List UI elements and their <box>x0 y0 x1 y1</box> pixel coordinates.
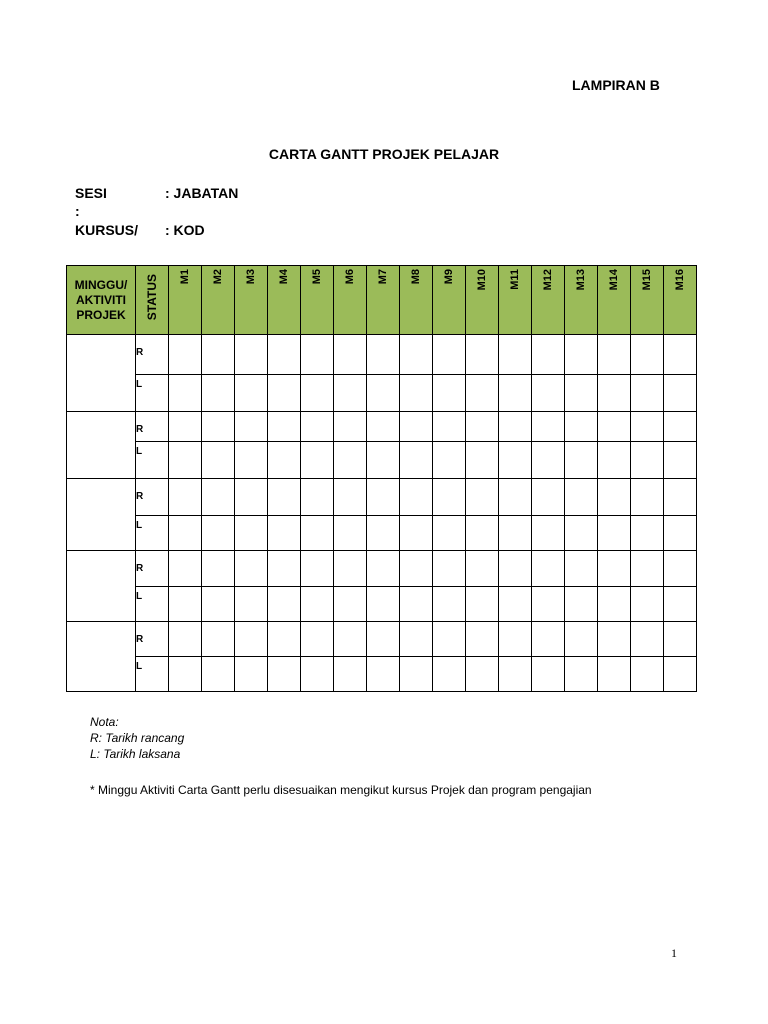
week-cell[interactable] <box>169 335 202 375</box>
week-cell[interactable] <box>334 479 367 516</box>
status-label: L <box>136 446 143 457</box>
page-title: CARTA GANTT PROJEK PELAJAR <box>268 146 500 162</box>
week-cell[interactable] <box>367 622 400 657</box>
week-cell[interactable] <box>499 516 532 551</box>
week-cell[interactable] <box>532 479 565 516</box>
footnote: * Minggu Aktiviti Carta Gantt perlu disesuaikan mengikut kursus Projek dan program pengajian <box>90 783 592 797</box>
week-cell[interactable] <box>598 335 631 375</box>
week-cell[interactable] <box>301 657 334 692</box>
header-week-label: M16 <box>674 269 686 291</box>
week-cell[interactable] <box>235 587 268 622</box>
week-cell[interactable] <box>565 412 598 442</box>
week-cell[interactable] <box>202 375 235 412</box>
week-cell[interactable] <box>334 516 367 551</box>
week-cell[interactable] <box>169 587 202 622</box>
status-label: L <box>136 591 143 602</box>
week-cell[interactable] <box>565 335 598 375</box>
week-cell[interactable] <box>202 335 235 375</box>
week-cell[interactable] <box>367 479 400 516</box>
kursus-label: KURSUS/ <box>75 222 139 238</box>
week-cell[interactable] <box>598 412 631 442</box>
header-week-13 <box>565 266 598 335</box>
week-cell[interactable] <box>532 412 565 442</box>
week-cell[interactable] <box>532 622 565 657</box>
week-cell[interactable] <box>532 587 565 622</box>
week-cell[interactable] <box>664 479 697 516</box>
week-cell[interactable] <box>334 622 367 657</box>
week-cell[interactable] <box>433 479 466 516</box>
week-cell[interactable] <box>367 516 400 551</box>
header-week-label: M10 <box>476 269 488 291</box>
week-cell[interactable] <box>367 335 400 375</box>
week-cell[interactable] <box>499 587 532 622</box>
week-cell[interactable] <box>202 622 235 657</box>
week-cell[interactable] <box>169 516 202 551</box>
week-cell[interactable] <box>631 412 664 442</box>
week-cell[interactable] <box>466 479 499 516</box>
week-cell[interactable] <box>400 335 433 375</box>
week-cell[interactable] <box>268 587 301 622</box>
header-week-12 <box>532 266 565 335</box>
week-cell[interactable] <box>301 516 334 551</box>
week-cell[interactable] <box>334 551 367 587</box>
header-activity-line-3: PROJEK <box>76 307 126 322</box>
week-cell[interactable] <box>202 442 235 479</box>
week-cell[interactable] <box>532 335 565 375</box>
week-cell[interactable] <box>631 516 664 551</box>
status-label: L <box>136 379 143 390</box>
status-label: L <box>136 520 143 531</box>
week-cell[interactable] <box>466 335 499 375</box>
week-cell[interactable] <box>598 587 631 622</box>
week-cell[interactable] <box>664 442 697 479</box>
header-week-7 <box>367 266 400 335</box>
week-cell[interactable] <box>631 587 664 622</box>
week-cell[interactable] <box>301 335 334 375</box>
week-cell[interactable] <box>268 479 301 516</box>
week-cell[interactable] <box>301 442 334 479</box>
sesi-label: SESI <box>75 185 107 201</box>
week-cell[interactable] <box>268 375 301 412</box>
header-week-label: M5 <box>311 269 323 285</box>
week-cell[interactable] <box>598 516 631 551</box>
week-cell[interactable] <box>400 622 433 657</box>
header-week-label: M12 <box>542 269 554 291</box>
status-label: R <box>136 634 144 645</box>
week-cell[interactable] <box>532 375 565 412</box>
week-cell[interactable] <box>598 657 631 692</box>
header-week-label: M2 <box>212 269 224 285</box>
week-cell[interactable] <box>400 442 433 479</box>
header-week-9 <box>433 266 466 335</box>
week-cell[interactable] <box>235 657 268 692</box>
week-cell[interactable] <box>466 442 499 479</box>
week-cell[interactable] <box>235 442 268 479</box>
week-cell[interactable] <box>631 335 664 375</box>
week-cell[interactable] <box>664 587 697 622</box>
week-cell[interactable] <box>400 375 433 412</box>
week-cell[interactable] <box>202 587 235 622</box>
week-cell[interactable] <box>235 551 268 587</box>
week-cell[interactable] <box>202 412 235 442</box>
status-cell <box>136 622 169 657</box>
header-week-label: M15 <box>641 269 653 291</box>
week-cell[interactable] <box>631 479 664 516</box>
week-cell[interactable] <box>367 375 400 412</box>
status-cell <box>136 516 169 551</box>
week-cell[interactable] <box>532 551 565 587</box>
header-week-label: M14 <box>608 269 620 291</box>
header-week-16 <box>664 266 697 335</box>
week-cell[interactable] <box>169 442 202 479</box>
header-week-3 <box>235 266 268 335</box>
header-week-label: M13 <box>575 269 587 291</box>
status-cell <box>136 551 169 587</box>
week-cell[interactable] <box>334 587 367 622</box>
header-row <box>67 266 697 335</box>
week-cell[interactable] <box>235 412 268 442</box>
page-number: 1 <box>671 946 677 960</box>
week-cell[interactable] <box>499 551 532 587</box>
header-week-label: M6 <box>344 269 356 285</box>
table-row <box>67 551 697 587</box>
week-cell[interactable] <box>499 442 532 479</box>
week-cell[interactable] <box>631 375 664 412</box>
week-cell[interactable] <box>334 335 367 375</box>
header-week-2 <box>202 266 235 335</box>
week-cell[interactable] <box>202 516 235 551</box>
week-cell[interactable] <box>334 412 367 442</box>
week-cell[interactable] <box>235 622 268 657</box>
header-activity-line-1: MINGGU/ <box>74 277 128 292</box>
week-cell[interactable] <box>400 479 433 516</box>
week-cell[interactable] <box>631 551 664 587</box>
week-cell[interactable] <box>301 375 334 412</box>
week-cell[interactable] <box>433 375 466 412</box>
week-cell[interactable] <box>367 412 400 442</box>
table-row <box>67 442 697 479</box>
week-cell[interactable] <box>664 657 697 692</box>
week-cell[interactable] <box>466 412 499 442</box>
status-cell <box>136 412 169 442</box>
status-cell <box>136 657 169 692</box>
week-cell[interactable] <box>466 587 499 622</box>
week-cell[interactable] <box>664 622 697 657</box>
status-label: R <box>136 491 144 502</box>
week-cell[interactable] <box>565 516 598 551</box>
header-week-label: M9 <box>443 269 455 285</box>
week-cell[interactable] <box>466 622 499 657</box>
appendix-label: LAMPIRAN B <box>572 77 660 93</box>
week-cell[interactable] <box>466 657 499 692</box>
week-cell[interactable] <box>400 551 433 587</box>
header-week-label: M1 <box>179 269 191 285</box>
table-row <box>67 587 697 622</box>
week-cell[interactable] <box>565 479 598 516</box>
header-week-6 <box>334 266 367 335</box>
week-cell[interactable] <box>169 622 202 657</box>
nota-block <box>90 714 184 762</box>
week-cell[interactable] <box>532 516 565 551</box>
activity-cell[interactable] <box>67 479 136 551</box>
header-week-1 <box>169 266 202 335</box>
header-week-5 <box>301 266 334 335</box>
week-cell[interactable] <box>598 622 631 657</box>
nota-line-r: R: Tarikh rancang <box>90 731 185 745</box>
week-cell[interactable] <box>268 622 301 657</box>
week-cell[interactable] <box>499 479 532 516</box>
activity-cell[interactable] <box>67 551 136 622</box>
week-cell[interactable] <box>631 657 664 692</box>
week-cell[interactable] <box>433 442 466 479</box>
week-cell[interactable] <box>433 657 466 692</box>
week-cell[interactable] <box>565 551 598 587</box>
week-cell[interactable] <box>433 516 466 551</box>
week-cell[interactable] <box>499 412 532 442</box>
week-cell[interactable] <box>565 622 598 657</box>
nota-heading: Nota: <box>90 715 119 729</box>
week-cell[interactable] <box>598 479 631 516</box>
week-cell[interactable] <box>499 657 532 692</box>
header-week-label: M4 <box>278 269 290 285</box>
week-cell[interactable] <box>334 657 367 692</box>
week-cell[interactable] <box>367 587 400 622</box>
week-cell[interactable] <box>169 479 202 516</box>
week-cell[interactable] <box>268 335 301 375</box>
week-cell[interactable] <box>499 335 532 375</box>
week-cell[interactable] <box>598 442 631 479</box>
week-cell[interactable] <box>367 442 400 479</box>
week-cell[interactable] <box>235 375 268 412</box>
week-cell[interactable] <box>202 551 235 587</box>
week-cell[interactable] <box>301 412 334 442</box>
week-cell[interactable] <box>268 516 301 551</box>
header-week-4 <box>268 266 301 335</box>
header-activity-line-2: AKTIVITI <box>76 292 126 307</box>
table-row <box>67 412 697 442</box>
week-cell[interactable] <box>301 587 334 622</box>
header-status <box>136 266 169 335</box>
week-cell[interactable] <box>466 551 499 587</box>
week-cell[interactable] <box>202 479 235 516</box>
status-label: R <box>136 563 144 574</box>
gantt-chart-table <box>66 265 697 692</box>
week-cell[interactable] <box>532 657 565 692</box>
header-week-label: M11 <box>509 269 521 290</box>
header-status-label: STATUS <box>145 274 159 321</box>
week-cell[interactable] <box>598 551 631 587</box>
header-week-11 <box>499 266 532 335</box>
week-cell[interactable] <box>433 551 466 587</box>
week-cell[interactable] <box>301 551 334 587</box>
header-week-10 <box>466 266 499 335</box>
week-cell[interactable] <box>235 479 268 516</box>
status-cell <box>136 587 169 622</box>
week-cell[interactable] <box>433 587 466 622</box>
week-cell[interactable] <box>664 335 697 375</box>
week-cell[interactable] <box>499 622 532 657</box>
table-row <box>67 375 697 412</box>
status-label: L <box>136 661 143 672</box>
week-cell[interactable] <box>400 412 433 442</box>
table-row <box>67 479 697 516</box>
week-cell[interactable] <box>268 442 301 479</box>
week-cell[interactable] <box>235 516 268 551</box>
week-cell[interactable] <box>334 375 367 412</box>
week-cell[interactable] <box>664 551 697 587</box>
jabatan-label: : JABATAN <box>165 185 239 201</box>
week-cell[interactable] <box>268 412 301 442</box>
table-row <box>67 335 697 375</box>
week-cell[interactable] <box>367 657 400 692</box>
week-cell[interactable] <box>301 479 334 516</box>
week-cell[interactable] <box>334 442 367 479</box>
week-cell[interactable] <box>532 442 565 479</box>
header-week-label: M7 <box>377 269 389 285</box>
table-row <box>67 622 697 657</box>
week-cell[interactable] <box>268 551 301 587</box>
stray-colon: : <box>75 203 80 219</box>
week-cell[interactable] <box>433 622 466 657</box>
status-cell <box>136 479 169 516</box>
kod-label: : KOD <box>165 222 205 238</box>
week-cell[interactable] <box>169 551 202 587</box>
week-cell[interactable] <box>664 412 697 442</box>
week-cell[interactable] <box>268 657 301 692</box>
nota-line-l: L: Tarikh laksana <box>90 747 181 761</box>
table-row <box>67 657 697 692</box>
week-cell[interactable] <box>433 335 466 375</box>
activity-cell[interactable] <box>67 412 136 479</box>
week-cell[interactable] <box>169 657 202 692</box>
week-cell[interactable] <box>565 442 598 479</box>
week-cell[interactable] <box>400 587 433 622</box>
header-week-14 <box>598 266 631 335</box>
week-cell[interactable] <box>664 516 697 551</box>
week-cell[interactable] <box>664 375 697 412</box>
week-cell[interactable] <box>400 516 433 551</box>
header-week-label: M8 <box>410 269 422 285</box>
header-week-8 <box>400 266 433 335</box>
week-cell[interactable] <box>169 412 202 442</box>
activity-cell[interactable] <box>67 335 136 412</box>
week-cell[interactable] <box>466 375 499 412</box>
status-cell <box>136 335 169 375</box>
week-cell[interactable] <box>631 442 664 479</box>
activity-cell[interactable] <box>67 622 136 692</box>
week-cell[interactable] <box>235 335 268 375</box>
header-week-label: M3 <box>245 269 257 285</box>
table-row <box>67 516 697 551</box>
status-label: R <box>136 424 144 435</box>
status-cell <box>136 375 169 412</box>
header-week-15 <box>631 266 664 335</box>
week-cell[interactable] <box>598 375 631 412</box>
header-activity <box>67 266 136 335</box>
week-cell[interactable] <box>367 551 400 587</box>
week-cell[interactable] <box>499 375 532 412</box>
week-cell[interactable] <box>565 587 598 622</box>
week-cell[interactable] <box>433 412 466 442</box>
week-cell[interactable] <box>565 375 598 412</box>
week-cell[interactable] <box>202 657 235 692</box>
status-label: R <box>136 347 144 358</box>
week-cell[interactable] <box>169 375 202 412</box>
week-cell[interactable] <box>301 622 334 657</box>
week-cell[interactable] <box>631 622 664 657</box>
week-cell[interactable] <box>565 657 598 692</box>
status-cell <box>136 442 169 479</box>
week-cell[interactable] <box>400 657 433 692</box>
week-cell[interactable] <box>466 516 499 551</box>
